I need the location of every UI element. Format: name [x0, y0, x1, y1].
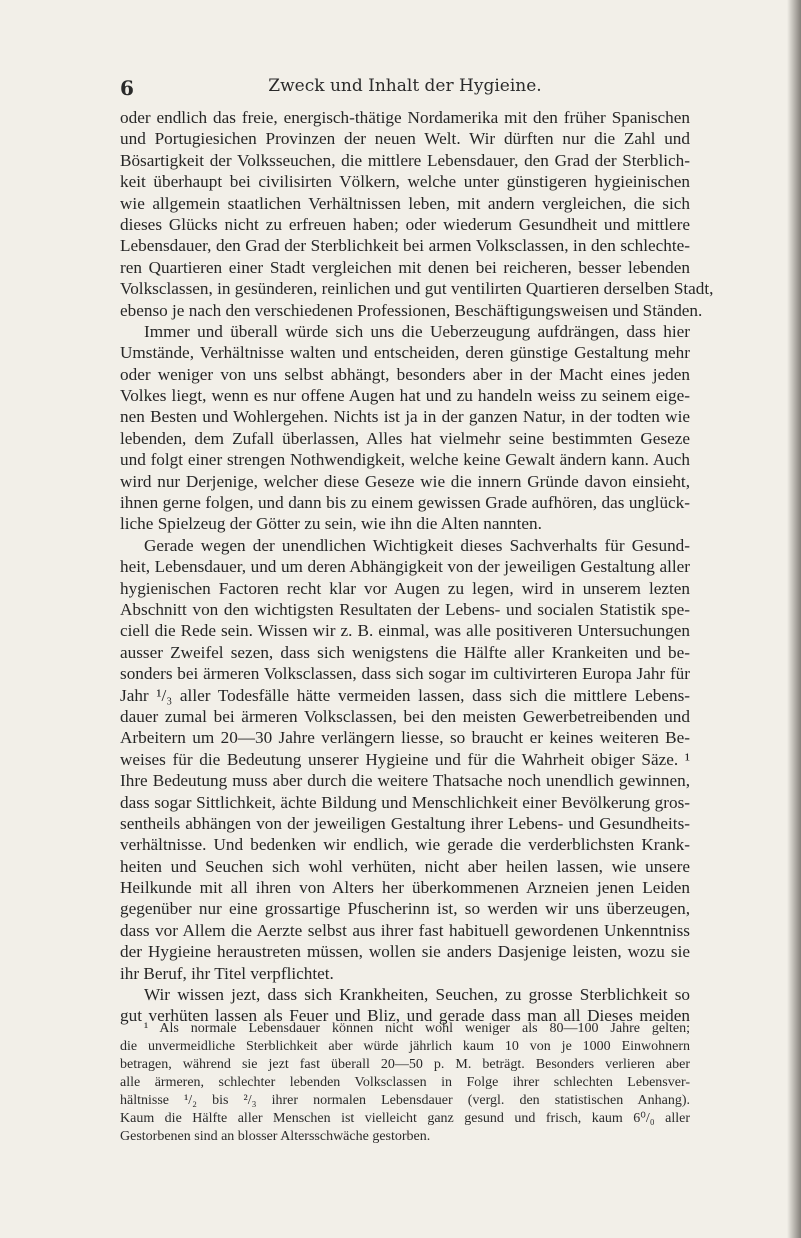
text-line: ihr Beruf, ihr Titel verpflichtet.: [120, 963, 334, 983]
text-line: ren Quartieren einer Stadt vergleichen mit denen bei reicheren, besser lebenden: [120, 257, 690, 277]
text-line: Arbeitern um 20—30 Jahre verlängern liesse, so braucht er keines weiteren Be-: [120, 728, 690, 748]
text-line: verhältnisse. Und bedenken wir endlich, wie gerade die verderblichsten Krank-: [120, 835, 690, 855]
text-line: heiten und Seuchen sich wohl verhüten, nicht aber heilen lassen, wie unsere: [120, 856, 690, 876]
text-line: Jahr ¹/₃ aller Todesfälle hätte vermeiden lassen, dass sich die mittlere Lebens-: [120, 685, 690, 705]
text-line: sonders bei ärmeren Volksclassen, dass sich sogar im cultivirteren Europa Jahr für: [120, 664, 690, 684]
page-header: [120, 76, 690, 100]
text-line: Abschnitt von den wichtigsten Resultaten der Lebens- und socialen Statistik spe-: [120, 599, 690, 619]
text-line: und Portugiesichen Provinzen der neuen Welt. Wir dürften nur die Zahl und: [120, 129, 690, 149]
footnote-line: betragen, während sie jezt fast überall 20—50 p. M. beträgt. Besonders verlieren aber: [120, 1057, 690, 1072]
text-line: hygienischen Factoren recht klar vor Augen zu legen, wird in unserem lezten: [120, 578, 690, 598]
text-line: Gerade wegen der unendlichen Wichtigkeit dieses Sachverhalts für Gesund-: [144, 535, 690, 555]
text-line: und folgt einer strengen Nothwendigkeit, welche keine Gewalt ändern kann. Auch: [120, 450, 690, 470]
text-line: Wir wissen jezt, dass sich Krankheiten, Seuchen, zu grosse Sterblichkeit so: [144, 985, 690, 1005]
footnote-line: die unvermeidliche Sterblichkeit aber würde jährlich kaum 10 von je 1000 Einwohnern: [120, 1039, 690, 1054]
text-line: oder weniger von uns selbst abhängt, besonders aber in der Macht eines jeden: [120, 364, 690, 384]
text-line: ausser Zweifel sezen, dass sich wenigstens die Hälfte aller Krankeiten und be-: [120, 642, 690, 662]
page-number: 6: [120, 76, 134, 100]
text-line: sentheils abhängen von der jeweiligen Gestaltung ihrer Lebens- und Gesundheits-: [120, 813, 690, 833]
text-line: Umstände, Verhältnisse walten und entscheiden, deren günstige Gestaltung mehr: [120, 343, 690, 363]
text-line: gut verhüten lassen als Feuer und Bliz, und gerade dass man all Dieses meiden: [120, 1006, 690, 1026]
text-line: dieses Glücks nicht zu erfreuen haben; oder wiederum Gesundheit und mittlere: [120, 214, 690, 234]
text-line: nen Besten und Wohlergehen. Nichts ist ja in der ganzen Natur, in der todten wie: [120, 407, 690, 427]
text-line: Heilkunde mit all ihren von Alters her überkommenen Arzneien jenen Leiden: [120, 878, 690, 898]
footnote-line: Kaum die Hälfte aller Menschen ist vielleicht ganz gesund und frisch, kaum 6⁰/₀ aller: [120, 1111, 690, 1126]
footnote-line: ¹ Als normale Lebensdauer können nicht wohl weniger als 80—100 Jahre gelten;: [144, 1021, 690, 1036]
text-line: ciell die Rede sein. Wissen wir z. B. einmal, was alle positiveren Untersuchungen: [120, 621, 690, 641]
text-line: Lebensdauer, den Grad der Sterblichkeit bei armen Volksclassen, in den schlechte-: [120, 236, 690, 256]
text-line: Bösartigkeit der Volksseuchen, die mittlere Lebensdauer, den Grad der Sterblich-: [120, 150, 690, 170]
text-line: wie allgemein staatlichen Verhältnissen leben, mit andern vergleichen, die sich: [120, 193, 690, 213]
footnote-line: Gestorbenen sind an blosser Altersschwäche gestorben.: [120, 1129, 431, 1144]
footnotes: [120, 1020, 690, 1146]
text-line: ihnen gerne folgen, und dann bis zu einem gewissen Grade aufhören, das unglück-: [120, 493, 690, 513]
text-line: weises für die Bedeutung unserer Hygieine und für die Wahrheit obiger Säze. ¹: [120, 749, 690, 769]
text-line: keit überhaupt bei civilisirten Völkern, welche unter günstigeren hygieinischen: [120, 172, 690, 192]
text-line: dass sogar Sittlichkeit, ächte Bildung und Menschlichkeit einer Bevölkerung gros-: [120, 792, 690, 812]
page-edge-shadow: [787, 0, 801, 1238]
text-line: ebenso je nach den verschiedenen Professionen, Beschäftigungsweisen und Ständen.: [120, 300, 703, 320]
text-line: der Hygieine heraustreten müssen, wollen sie anders Dasjenige leisten, wozu sie: [120, 942, 690, 962]
text-line: oder endlich das freie, energisch-thätige Nordamerika mit den früher Spanischen: [120, 108, 690, 127]
text-line: Ihre Bedeutung muss aber durch die weitere Thatsache noch unendlich gewinnen,: [120, 771, 690, 791]
footnote-line: alle ärmeren, schlechter lebenden Volksclassen in Folge ihrer schlechten Lebensver-: [120, 1075, 690, 1090]
footnote-line: hältnisse ¹/₂ bis ²/₃ ihrer normalen Lebensdauer (vergl. den statistischen Anhang).: [120, 1093, 690, 1108]
text-line: liche Spielzeug der Götter zu sein, wie ihn die Alten nannten.: [120, 514, 542, 534]
text-line: dass vor Allem die Aerzte selbst aus ihrer fast habituell gewordenen Unkenntniss: [120, 920, 690, 940]
text-line: Immer und überall würde sich uns die Ueberzeugung aufdrängen, dass hier: [144, 321, 690, 341]
text-line: heit, Lebensdauer, und um deren Abhängigkeit von der jeweiligen Gestaltung aller: [120, 557, 690, 577]
main-text: [120, 107, 714, 1027]
text-line: Volksclassen, in gesünderen, reinlichen und gut ventilirten Quartieren derselben Stadt,: [120, 279, 714, 299]
text-line: dauer zumal bei ärmeren Volksclassen, bei den meisten Gewerbetreibenden und: [120, 706, 690, 726]
running-head: Zweck und Inhalt der Hygieine.: [268, 76, 542, 96]
text-line: gegenüber nur eine grossartige Pfuscherinn ist, so werden wir uns überzeugen,: [120, 899, 690, 919]
text-line: Volkes liegt, wenn es nur offene Augen hat und zu handeln weiss zu seinem eige-: [120, 386, 690, 406]
text-line: lebenden, dem Zufall überlassen, Alles hat vielmehr seine bestimmten Geseze: [120, 428, 690, 448]
text-line: wird nur Derjenige, welcher diese Geseze wie die innern Gründe davon einsieht,: [120, 471, 690, 491]
